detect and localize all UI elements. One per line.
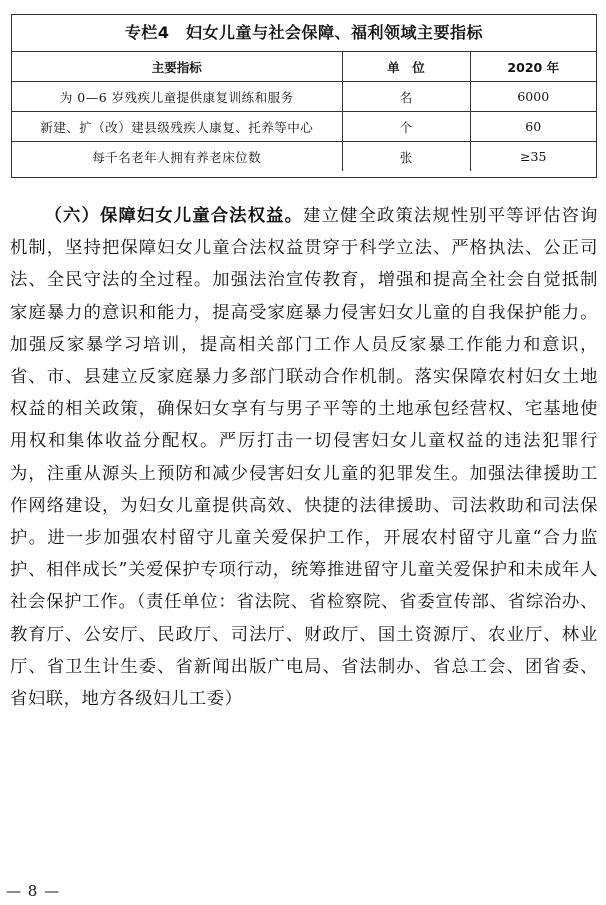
indicator-value: 6000	[470, 82, 596, 112]
indicator-unit: 张	[342, 142, 470, 172]
table-header-row	[12, 52, 596, 82]
header-year: 2020 年	[470, 52, 596, 82]
body-text	[10, 200, 598, 715]
table-row	[12, 82, 596, 112]
section-heading: （六）保障妇女儿童合法权益。	[44, 206, 304, 226]
table-title: 专栏4 妇女儿童与社会保障、福利领域主要指标	[12, 15, 596, 52]
paragraph	[10, 200, 598, 715]
indicator-unit: 个	[342, 112, 470, 142]
indicator-name: 新建、扩（改）建县级残疾人康复、托养等中心	[12, 112, 342, 142]
table-row	[12, 112, 596, 142]
paragraph-text: 建立健全政策法规性别平等评估咨询机制，坚持把保障妇女儿童合法权益贯穿于科学立法、严格执法、公正司法、全民守法的全过程。加强法治宣传教育，增强和提高全社会自觉抵制家庭暴力的意识和能力，提高受家庭暴力侵害妇女儿童的自我保护能力。加强反家暴学习培训，提高相关部门工作人员反家暴工作能力和意识，省、市、县建立反家庭暴力多部门联动合作机制。落实保障农村妇女土地权益的相关政策，确保妇女享有与男子平等的土地承包经营权、宅基地使用权和集体收益分配权。严厉打击一切侵害妇女儿童权益的违法犯罪行为，注重从源头上预防和减少侵害妇女儿童的犯罪发生。加强法律援助工作网络建设，为妇女儿童提供高效、快捷的法律援助、司法救助和司法保护。进一步加强农村留守儿童关爱保护工作，开展农村留守儿童“合力监护、相伴成长”关爱保护专项行动，统筹推进留守儿童关爱保护和未成年人社会保护工作。（责任单位：省法院、省检察院、省委宣传部、省综治办、教育厅、公安厅、民政厅、司法厅、财政厅、国土资源厅、农业厅、林业厅、省卫生计生委、省新闻出版广电局、省法制办、省总工会、团省委、省妇联，地方各级妇儿工委）	[10, 206, 598, 710]
header-indicator: 主要指标	[151, 59, 202, 75]
indicator-name: 每千名老年人拥有养老床位数	[12, 142, 342, 172]
indicator-table-box	[11, 14, 597, 178]
indicator-value: 60	[470, 112, 596, 142]
indicator-name: 为 0—6 岁残疾儿童提供康复训练和服务	[12, 82, 342, 112]
table-row	[12, 142, 596, 172]
page-number: — 8 —	[6, 882, 61, 900]
indicator-value: ≥35	[470, 142, 596, 172]
indicator-table	[12, 52, 596, 171]
indicator-unit: 名	[342, 82, 470, 112]
header-unit: 单 位	[342, 52, 470, 82]
